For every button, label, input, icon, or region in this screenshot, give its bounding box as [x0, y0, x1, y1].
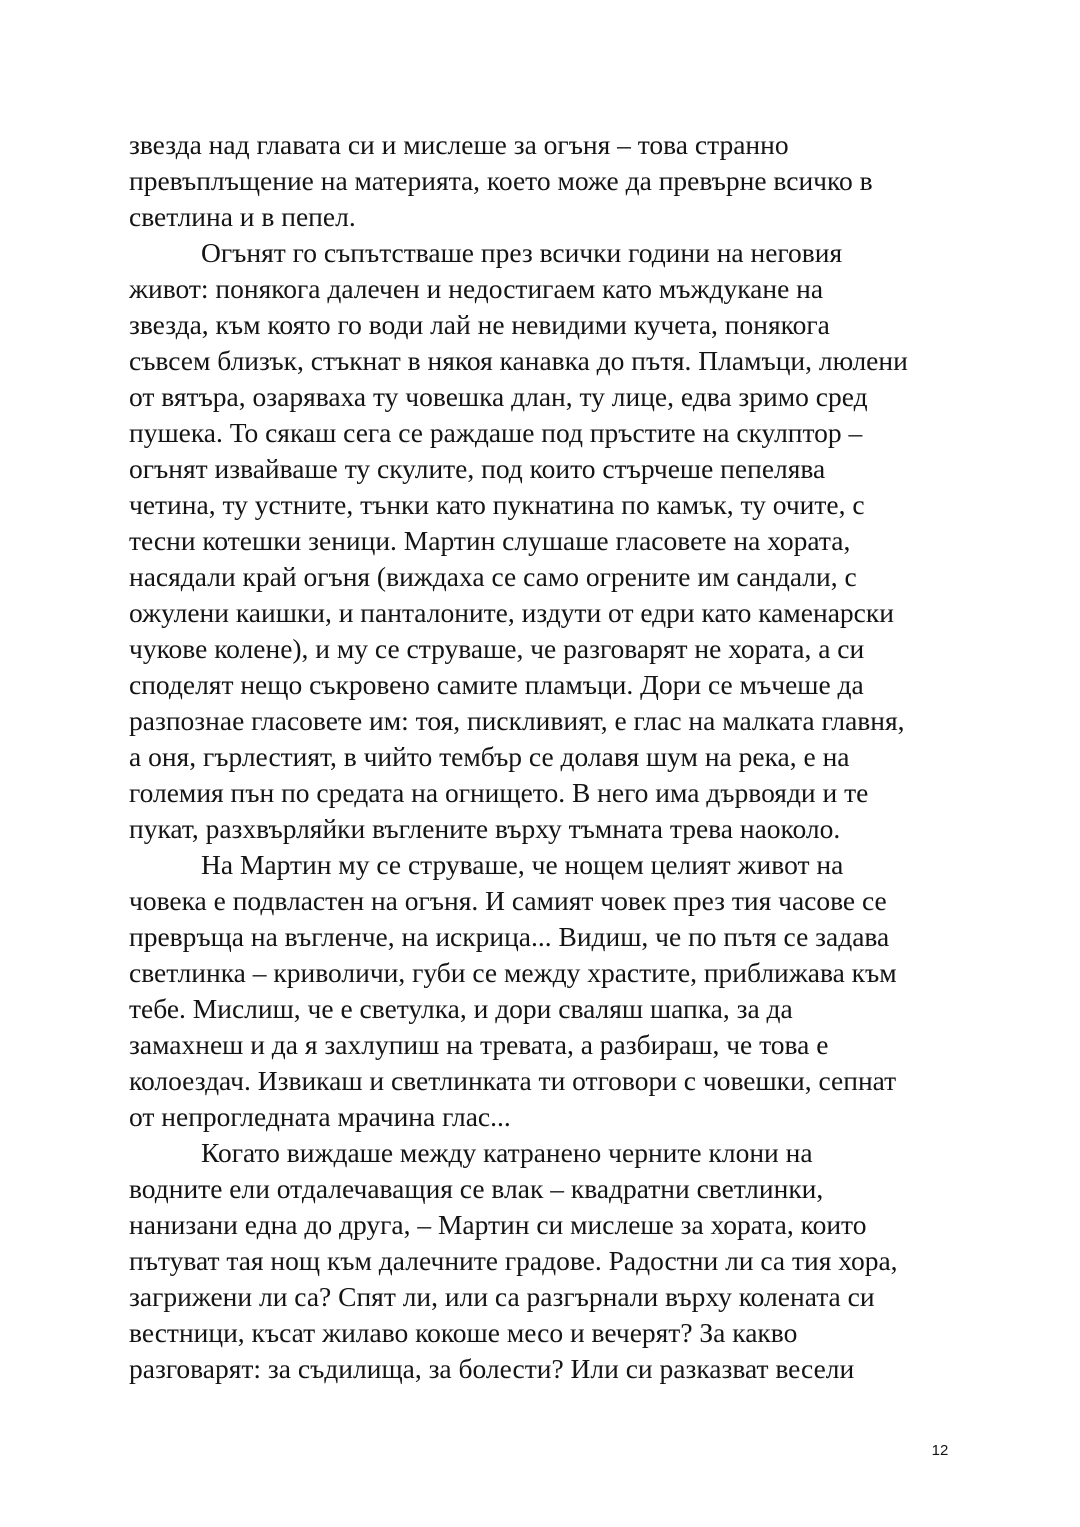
text-line: замахнеш и да я захлупиш на тревата, а разбираш, че това е	[129, 1029, 829, 1060]
text-line: живот: понякога далечен и недостигаем като мъждукане на	[129, 273, 824, 304]
text-line: загрижени ли са? Спят ли, или са разгърнали върху колената си	[129, 1281, 875, 1312]
text-line: от непрогледната мрачина глас...	[129, 1101, 511, 1132]
text-line: тесни котешки зеници. Мартин слушаше гласовете на хората,	[129, 525, 851, 556]
text-line: пукат, разхвърляйки въглените върху тъмната трева наоколо.	[129, 813, 841, 844]
paragraph-first-line: Когато виждаше между катранено черните клони на	[201, 1137, 813, 1168]
text-line: тебе. Мислиш, че е светулка, и дори сваляш шапка, за да	[129, 993, 793, 1024]
text-line: четина, ту устните, тънки като пукнатина по камък, ту очите, с	[129, 489, 865, 520]
text-line: споделят нещо съкровено самите пламъци. Дори се мъчеше да	[129, 669, 864, 700]
text-line: огънят извайваше ту скулите, под които стърчеше пепелява	[129, 453, 826, 484]
text-line: звезда над главата си и мислеше за огъня – това странно	[129, 129, 789, 160]
paragraph-first-line: На Мартин му се струваше, че нощем целият живот на	[201, 849, 844, 880]
text-line: водните ели отдалечаващия се влак – квадратни светлинки,	[129, 1173, 824, 1204]
text-line: пътуват тая нощ към далечните градове. Радостни ли са тия хора,	[129, 1245, 898, 1276]
text-line: разговарят: за съдилища, за болести? Или си разказват весели	[129, 1353, 855, 1384]
text-line: от вятъра, озаряваха ту човешка длан, ту лице, едва зримо сред	[129, 381, 868, 412]
text-line: светлинка – криволичи, губи се между храстите, приближава към	[129, 957, 897, 988]
text-line: а оня, гърлестият, в чийто тембър се долавя шум на река, е на	[129, 741, 850, 772]
body-text	[129, 127, 959, 1387]
text-line: звезда, към която го води лай не невидими кучета, понякога	[129, 309, 830, 340]
paragraph-first-line: Огънят го съпътстваше през всички години на неговия	[201, 237, 843, 268]
text-line: насядали край огъня (виждаха се само огрените им сандали, с	[129, 561, 857, 592]
text-line: светлина и в пепел.	[129, 201, 356, 232]
text-line: съвсем близък, стъкнат в някоя канавка до пътя. Пламъци, люлени	[129, 345, 908, 376]
text-line: човека е подвластен на огъня. И самият човек през тия часове се	[129, 885, 887, 916]
text-line: разпознае гласовете им: тоя, пискливият, е глас на малката главня,	[129, 705, 905, 736]
text-line: пушека. То сякаш сега се раждаше под пръстите на скулптор –	[129, 417, 863, 448]
text-line: превръща на въгленче, на искрица... Видиш, че по пътя се задава	[129, 921, 890, 952]
page-number: 12	[931, 1442, 949, 1459]
text-line: ожулени каишки, и панталоните, издути от едри като каменарски	[129, 597, 894, 628]
text-line: превъплъщение на материята, което може да превърне всичко в	[129, 165, 873, 196]
text-line: големия пън по средата на огнището. В него има дървояди и те	[129, 777, 869, 808]
text-line: колоездач. Извикаш и светлинката ти отговори с човешки, сепнат	[129, 1065, 897, 1096]
text-line: нанизани една до друга, – Мартин си мислеше за хората, които	[129, 1209, 867, 1240]
text-line: чукове колене), и му се струваше, че разговарят не хората, а си	[129, 633, 865, 664]
text-line: вестници, късат жилаво кокоше месо и вечерят? За какво	[129, 1317, 798, 1348]
